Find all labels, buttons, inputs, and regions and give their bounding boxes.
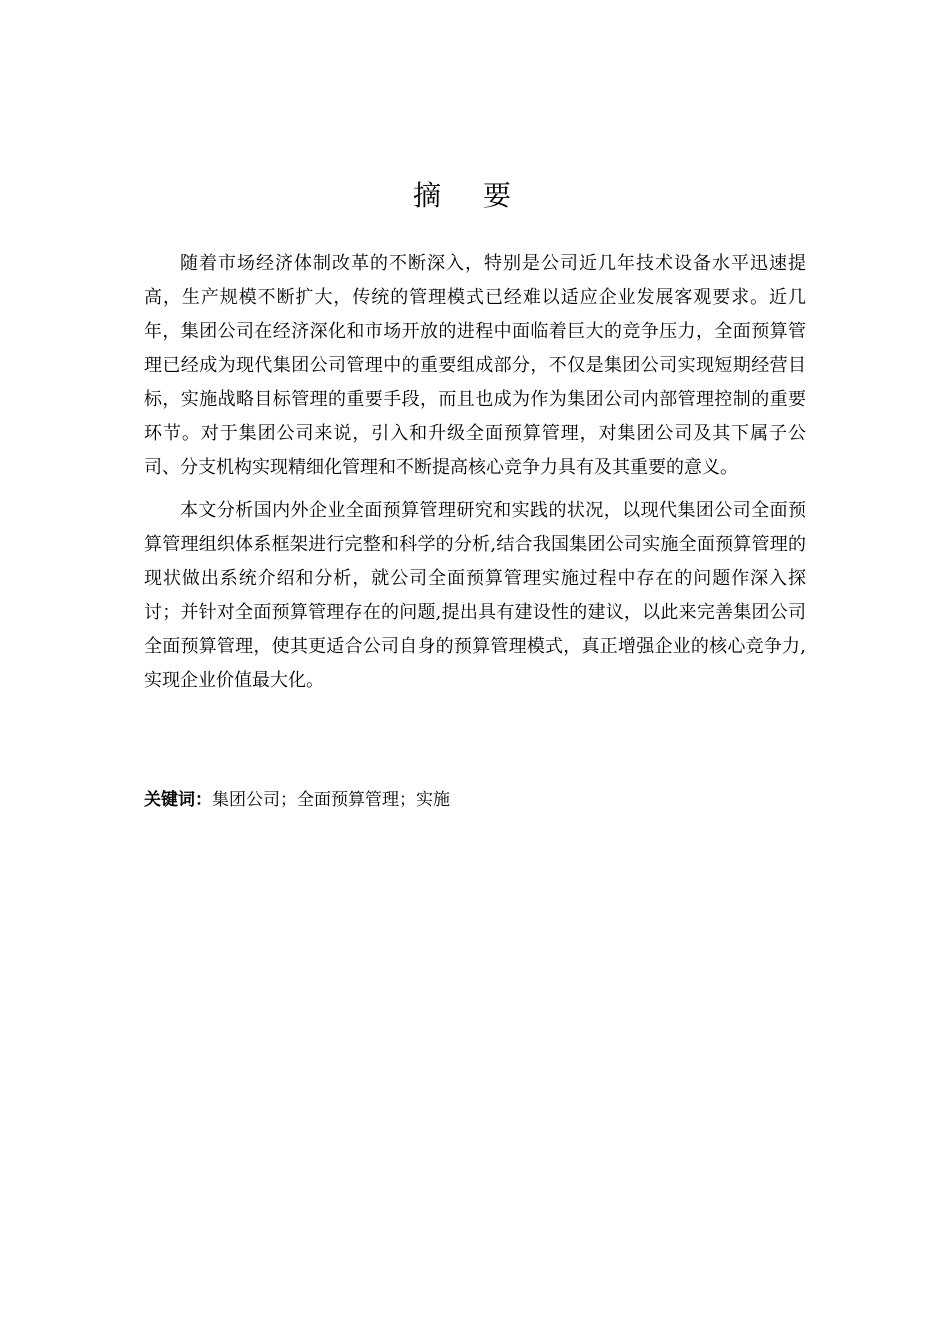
abstract-body: [144, 247, 806, 698]
abstract-paragraph-2: 本文分析国内外企业全面预算管理研究和实践的状况，以现代集团公司全面预算管理组织体系框架进行完整和科学的分析,结合我国集团公司实施全面预算管理的现状做出系统介绍和分析，就公司全面预算管理实施过程中存在的问题作深入探讨；并针对全面预算管理存在的问题,提出具有建设性的建议，以此来完善集团公司全面预算管理，使其更适合公司自身的预算管理模式，真正增强企业的核心竞争力,实现企业价值最大化。: [144, 500, 806, 691]
keywords-value: 集团公司；全面预算管理；实施: [212, 790, 450, 810]
abstract-paragraph-1: 随着市场经济体制改革的不断深入，特别是公司近几年技术设备水平迅速提高，生产规模不断扩大，传统的管理模式已经难以适应企业发展客观要求。近几年，集团公司在经济深化和市场开放的进程中面临着巨大的竞争压力，全面预算管理已经成为现代集团公司管理中的重要组成部分，不仅是集团公司实现短期经营目标，实施战略目标管理的重要手段，而且也成为作为集团公司内部管理控制的重要环节。对于集团公司来说，引入和升级全面预算管理，对集团公司及其下属子公司、分支机构实现精细化管理和不断提高核心竞争力具有及其重要的意义。: [144, 253, 806, 478]
keywords-label: 关键词：: [144, 790, 212, 810]
keywords-line: [144, 786, 806, 814]
page-title: 摘要: [412, 179, 553, 212]
